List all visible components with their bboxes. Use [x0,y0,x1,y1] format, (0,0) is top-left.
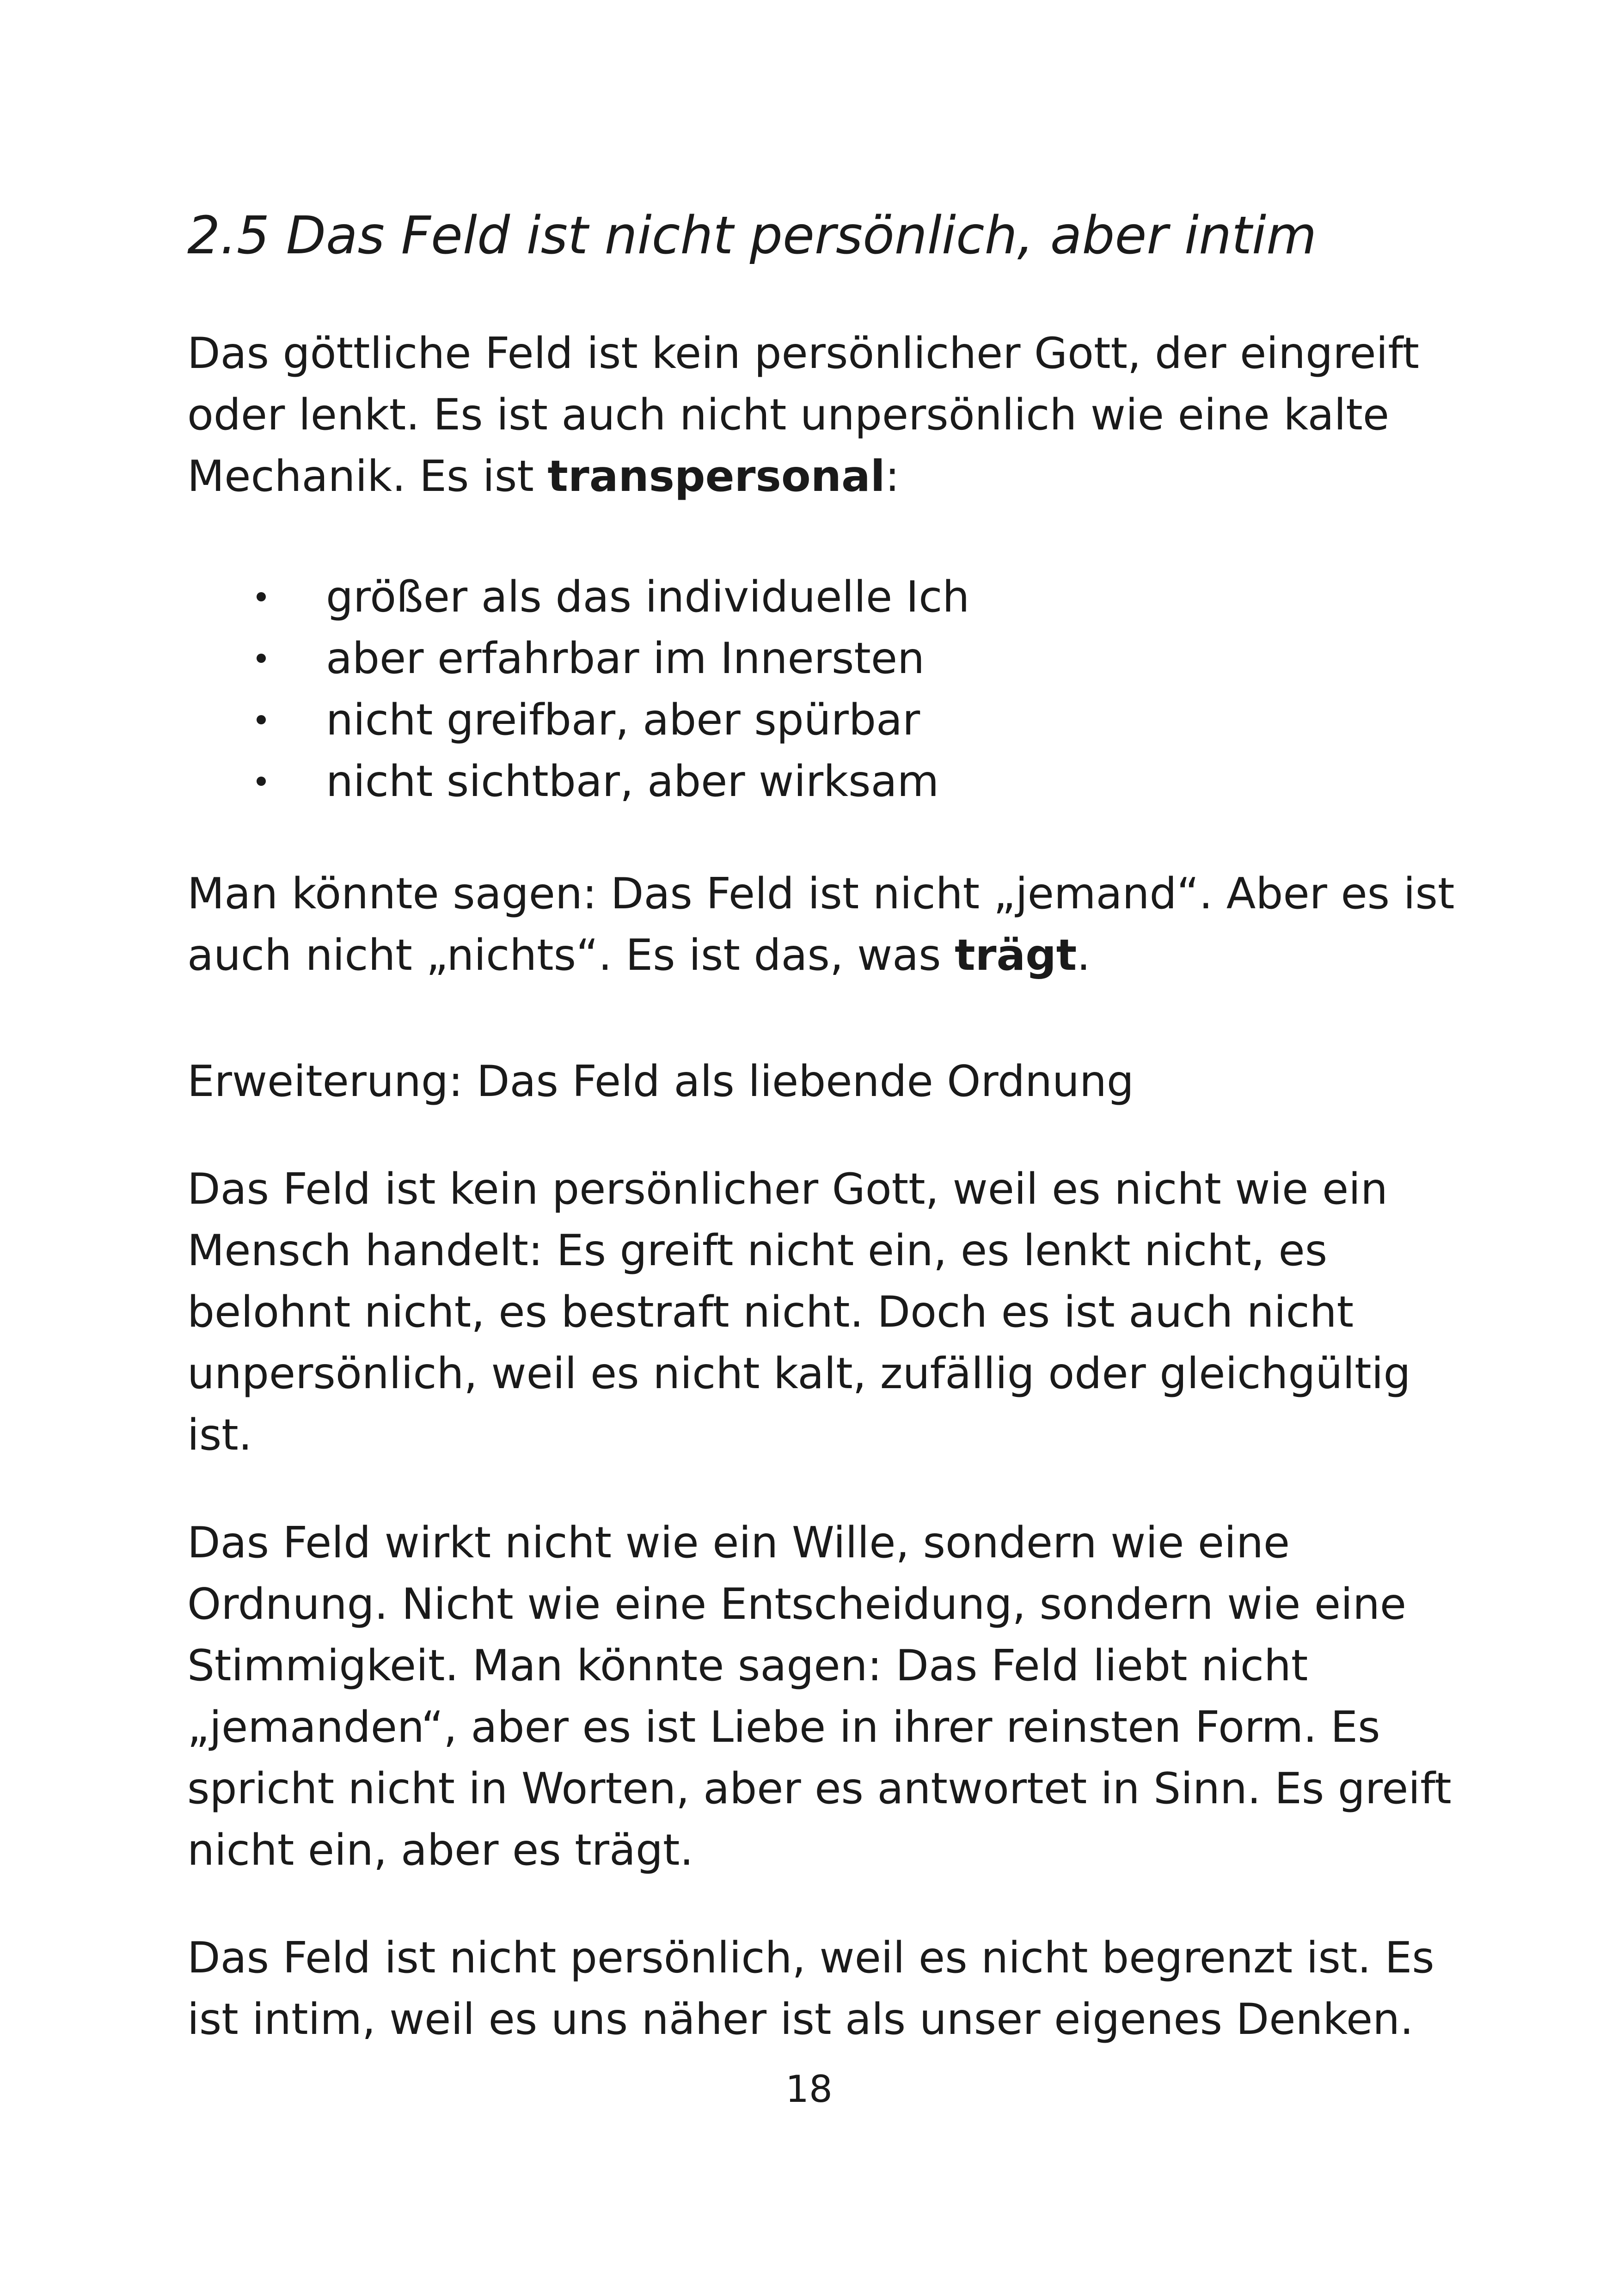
body-paragraph-2: Das Feld wirkt nicht wie ein Wille, sondern wie eine Ordnung. Nicht wie eine Entscheidung, sondern wie eine Stimmigkeit. Man könnte sagen: Das Feld liebt nicht „jemanden“, aber es ist Liebe in ihrer reinsten Form. Es spricht nicht in Worten, aber es antwortet in Sinn. Es greift nicht ein, aber es trägt. [187,1518,1452,1875]
bullet-text: nicht greifbar, aber spürbar [326,695,920,745]
intro-bold-term: transpersonal [547,451,885,501]
bullet-list [187,566,1463,812]
section-heading: 2.5 Das Feld ist nicht persönlich, aber intim [187,206,1317,266]
summary-paragraph [187,863,1463,986]
bullet-item [187,751,1463,812]
bullet-text: aber erfahrbar im Innersten [326,633,925,683]
bullet-dot-icon [257,777,266,786]
bullet-item [187,566,1463,628]
body-paragraph-1: Das Feld ist kein persönlicher Gott, weil es nicht wie ein Mensch handelt: Es greift nicht ein, es lenkt nicht, es belohnt nicht, es bestraft nicht. Doch es ist auch nicht unpersönlich, weil es nicht kalt, zufällig oder gleichgültig ist. [187,1164,1411,1460]
page-content [187,203,1463,2050]
bullet-text: größer als das individuelle Ich [326,572,970,622]
bullet-item [187,689,1463,751]
bullet-dot-icon [257,654,266,663]
bullet-text: nicht sichtbar, aber wirksam [326,756,939,806]
intro-paragraph [187,323,1463,507]
summary-text: Man könnte sagen: Das Feld ist nicht „jemand“. Aber es ist auch nicht „nichts“. Es ist das, was [187,869,1455,980]
extension-subtitle: Erweiterung: Das Feld als liebende Ordnung [187,1056,1134,1106]
summary-bold-term: trägt [955,930,1077,980]
bullet-dot-icon [257,715,266,724]
page-number: 18 [785,2068,833,2111]
intro-text: Das göttliche Feld ist kein persönlicher Gott, der eingreift oder lenkt. Es ist auch nicht unpersönlich wie eine kalte Mechanik. Es ist [187,328,1419,501]
bullet-dot-icon [257,592,266,601]
intro-colon: : [885,451,900,501]
body-paragraph-3: Das Feld ist nicht persönlich, weil es nicht begrenzt ist. Es ist intim, weil es uns näher ist als unser eigenes Denken. [187,1933,1434,2044]
summary-period: . [1077,930,1091,980]
bullet-item [187,628,1463,689]
